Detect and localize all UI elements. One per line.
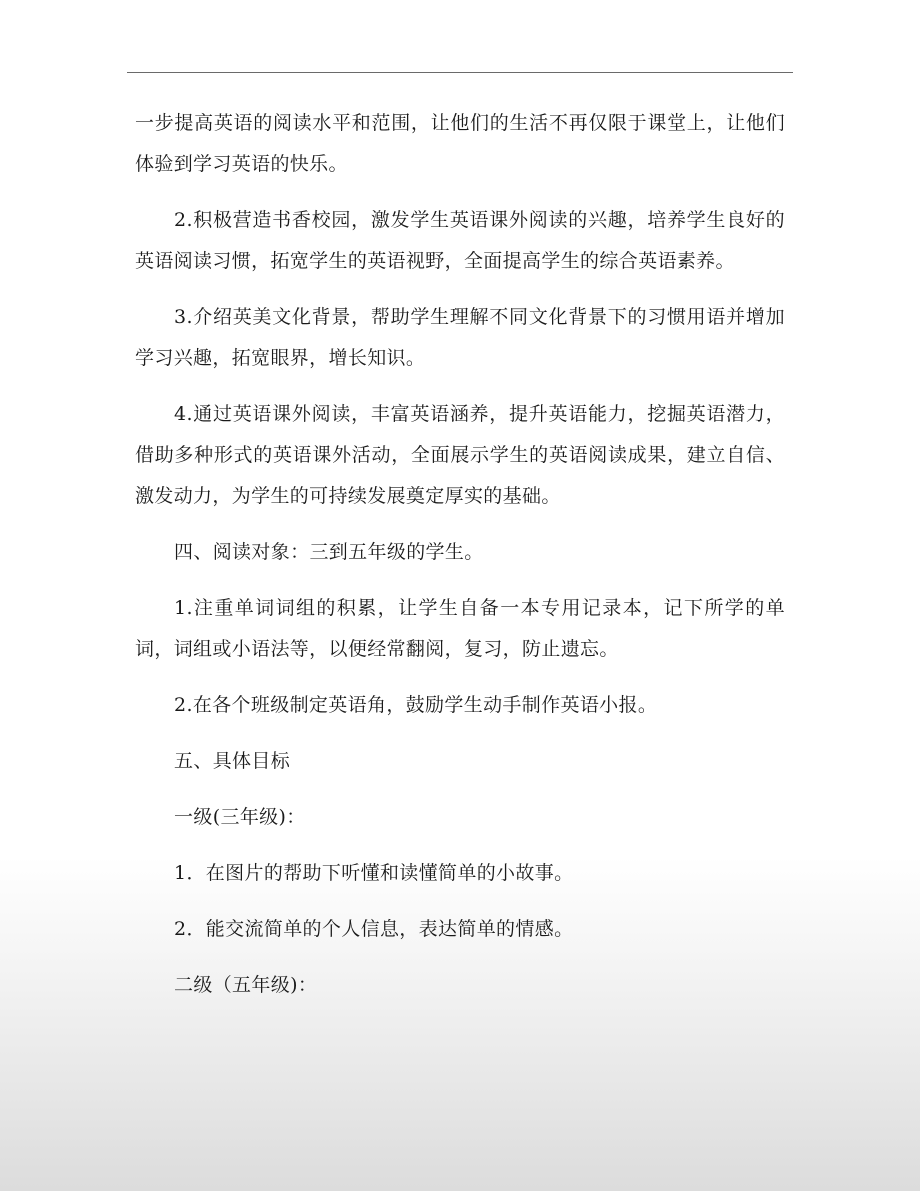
- section-heading-reading-target: 四、阅读对象：三到五年级的学生。: [174, 541, 484, 563]
- paragraph-measure-1: 1.注重单词词组的积累，让学生自备一本专用记录本，记下所学的单词，词组或小语法等，以便经常翻阅，复习，防止遗忘。: [135, 597, 785, 660]
- header-rule: [127, 72, 793, 73]
- paragraph-goal-3: 3.介绍英美文化背景，帮助学生理解不同文化背景下的习惯用语并增加学习兴趣，拓宽眼界，增长知识。: [135, 306, 785, 369]
- level-heading-grade-3: 一级(三年级)：: [174, 806, 306, 828]
- level-heading-grade-5: 二级（五年级)：: [174, 974, 318, 996]
- list-item-grade-3-2: 2．能交流简单的个人信息，表达简单的情感。: [174, 918, 574, 940]
- document-body: [135, 103, 785, 1006]
- paragraph-goal-2: 2.积极营造书香校园，激发学生英语课外阅读的兴趣，培养学生良好的英语阅读习惯，拓宽学生的英语视野，全面提高学生的综合英语素养。: [135, 209, 785, 272]
- paragraph-goal-4: 4.通过英语课外阅读，丰富英语涵养，提升英语能力，挖掘英语潜力，借助多种形式的英语课外活动，全面展示学生的英语阅读成果，建立自信、激发动力，为学生的可持续发展奠定厚实的基础。: [135, 403, 785, 507]
- paragraph-measure-2: 2.在各个班级制定英语角，鼓励学生动手制作英语小报。: [174, 694, 658, 716]
- list-item-grade-3-1: 1．在图片的帮助下听懂和读懂简单的小故事。: [174, 862, 574, 884]
- paragraph-continuation: 一步提高英语的阅读水平和范围，让他们的生活不再仅限于课堂上，让他们体验到学习英语的快乐。: [135, 112, 785, 175]
- section-heading-specific-goals: 五、具体目标: [174, 750, 291, 772]
